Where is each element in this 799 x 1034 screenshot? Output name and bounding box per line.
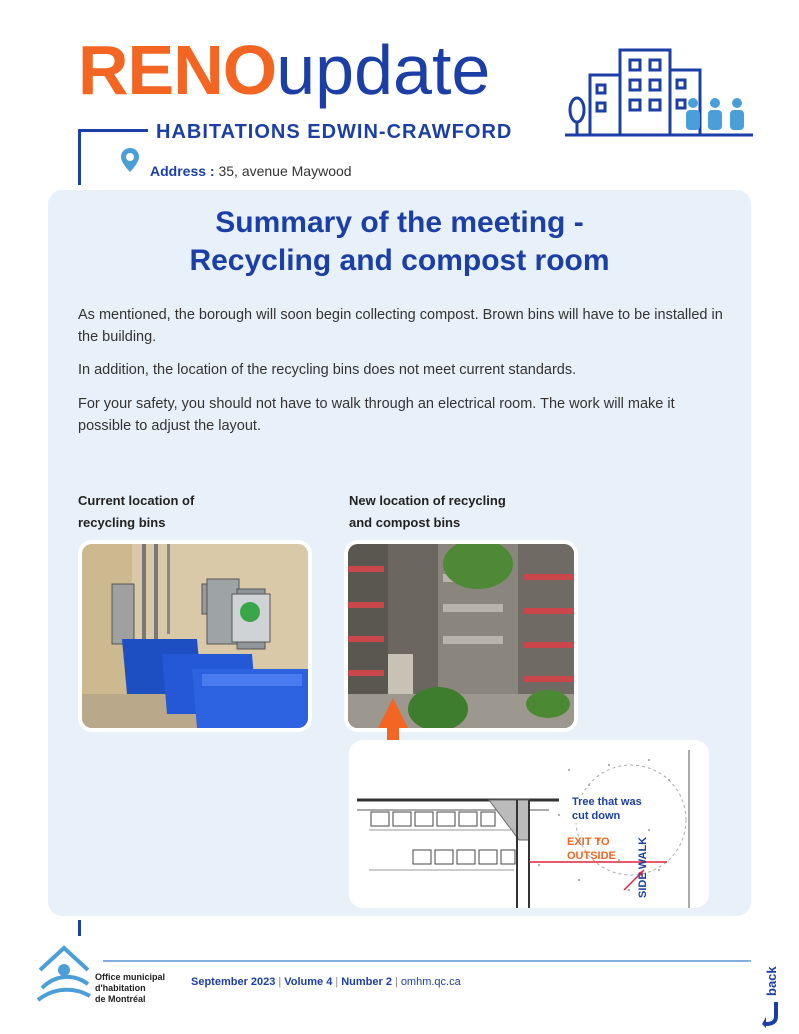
tree-label-line2: cut down: [572, 810, 621, 822]
brand-update: update: [276, 31, 491, 109]
address-value: 35, avenue Maywood: [218, 163, 352, 179]
paragraph-2: In addition, the location of the recycling bins does not meet current standards.: [78, 362, 577, 378]
issue-info: September 2023 | Volume 4 | Number 2 | omhm.qc.ca: [191, 976, 461, 988]
buildings-illustration-icon: [565, 45, 755, 140]
new-caption-line1: New location of recycling: [349, 493, 506, 508]
back-button[interactable]: [760, 960, 790, 1030]
floor-plan-diagram: [349, 740, 709, 908]
header-bracket-left: [78, 129, 81, 185]
sidewalk-label: SIDE WALK: [637, 836, 649, 898]
new-location-caption: [349, 490, 549, 534]
reno-update-logo: [78, 30, 490, 110]
exit-label: [567, 835, 616, 863]
brand-reno: RENO: [78, 31, 277, 109]
location-pin-icon: [120, 147, 140, 173]
org-line1: Office municipal: [95, 972, 166, 982]
issue-number: Number 2: [341, 976, 392, 988]
current-location-photo: [78, 540, 312, 732]
back-label: back: [764, 966, 779, 996]
website-link[interactable]: omhm.qc.ca: [400, 976, 461, 988]
current-caption-line2: recycling bins: [78, 515, 166, 530]
address-label: Address :: [150, 163, 215, 179]
current-location-caption: [78, 490, 278, 534]
issue-volume: Volume 4: [284, 976, 333, 988]
current-caption-line1: Current location of: [78, 493, 195, 508]
building-name: HABITATIONS EDWIN-CRAWFORD: [156, 121, 513, 143]
paragraph-3: For your safety, you should not have to walk through an electrical room. The work will make it possible to adjust the layout.: [78, 396, 675, 434]
summary-title: [48, 204, 751, 280]
exit-label-line2: OUTSIDE: [567, 850, 616, 862]
new-caption-line2: and compost bins: [349, 515, 461, 530]
summary-title-line1: Summary of the meeting -: [215, 206, 584, 239]
tree-label: [572, 795, 642, 823]
omhm-name: [95, 972, 165, 1005]
org-line3: de Montréal: [95, 994, 146, 1004]
footer-stub: [78, 920, 81, 936]
summary-title-line2: Recycling and compost room: [189, 244, 610, 277]
org-line2: d'habitation: [95, 983, 146, 993]
omhm-logo-icon: [36, 944, 92, 1004]
footer-divider: [103, 960, 751, 962]
back-arrow-icon: [762, 1000, 788, 1028]
issue-date: September 2023: [191, 976, 276, 988]
paragraph-1: As mentioned, the borough will soon begin collecting compost. Brown bins will have to be installed in the building.: [78, 307, 723, 345]
floor-plan-card: [349, 740, 709, 908]
header-bracket: [78, 129, 148, 132]
address-line: [150, 163, 352, 179]
tree-label-line1: Tree that was: [572, 796, 642, 808]
exit-label-line1: EXIT TO: [567, 836, 610, 848]
electrical-room-image: [82, 544, 308, 728]
